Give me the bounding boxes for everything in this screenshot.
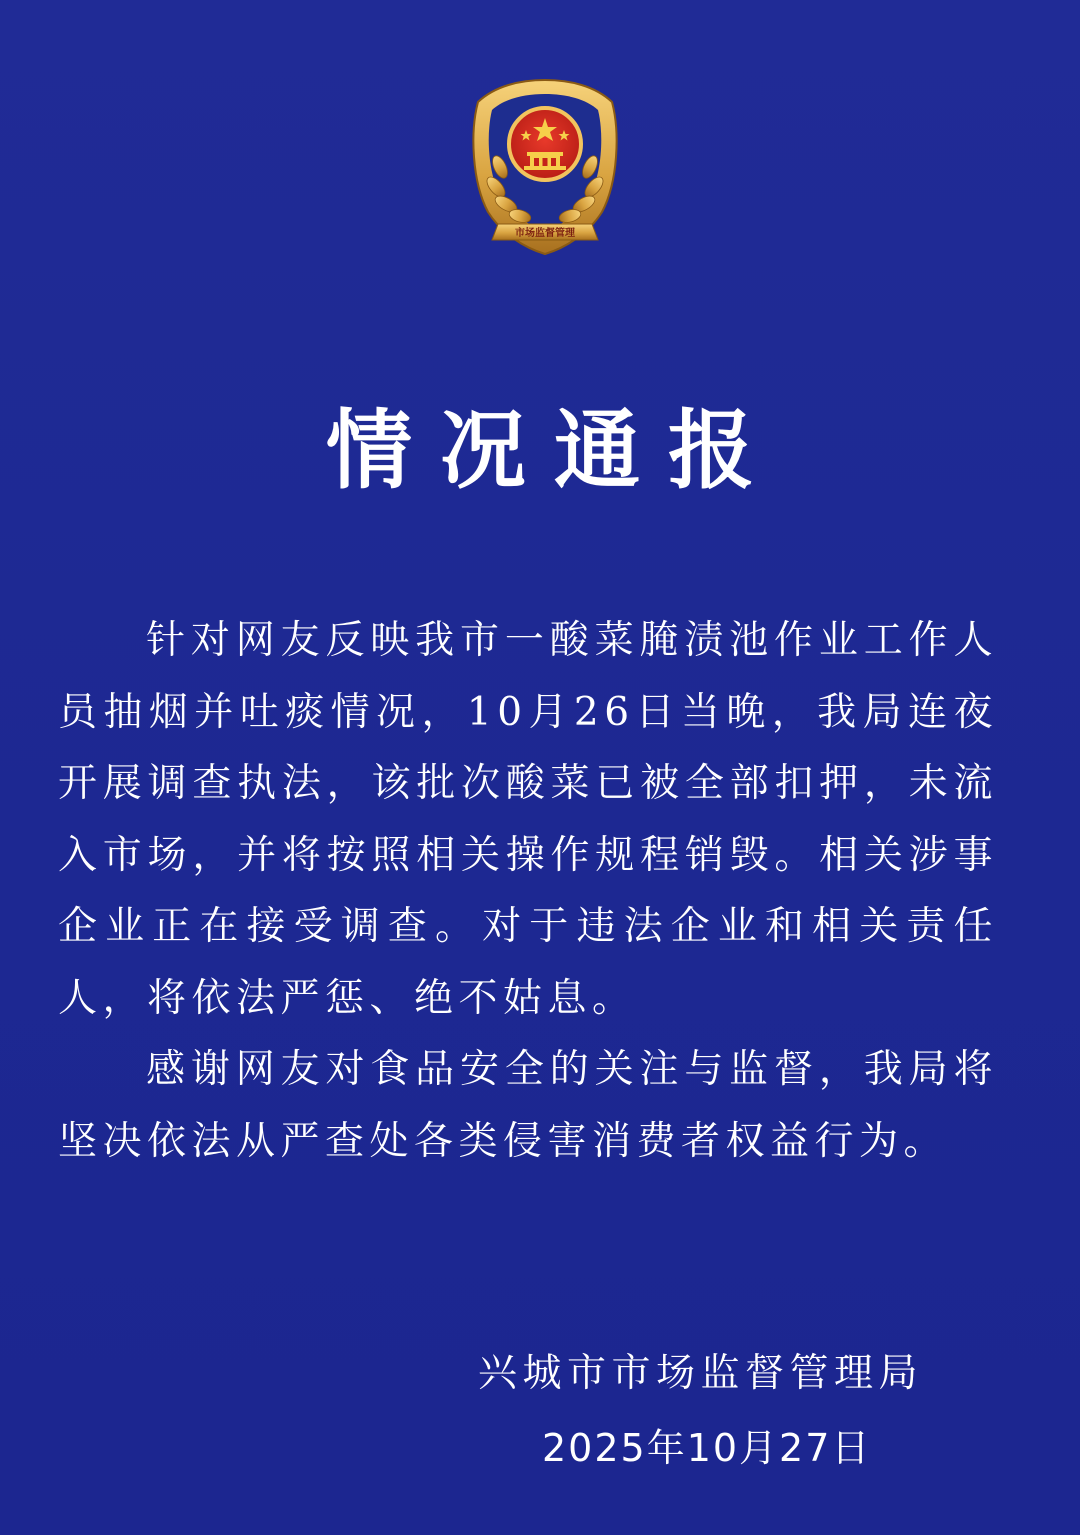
paragraph-1: 针对网友反映我市一酸菜腌渍池作业工作人员抽烟并吐痰情况，10月26日当晚，我局连夜开展调查执法，该批次酸菜已被全部扣押，未流入市场，并将按照相关操作规程销毁。相关涉事企业正在接受调查。对于违法企业和相关责任人，将依法严惩、绝不姑息。 xyxy=(58,618,998,1021)
notice-title: 情况通报 xyxy=(326,401,782,501)
market-supervision-badge-icon xyxy=(460,72,630,257)
paragraph-2: 感谢网友对食品安全的关注与监督，我局将坚决依法从严查处各类侵害消费者权益行为。 xyxy=(58,1047,998,1164)
issue-date: 2025年10月27日 xyxy=(542,1426,872,1470)
issuing-organization: 兴城市市场监督管理局 xyxy=(478,1351,924,1396)
notice-body xyxy=(58,605,998,1177)
signature-block xyxy=(478,1337,938,1485)
badge-label: 市场监督管理 xyxy=(515,228,575,239)
